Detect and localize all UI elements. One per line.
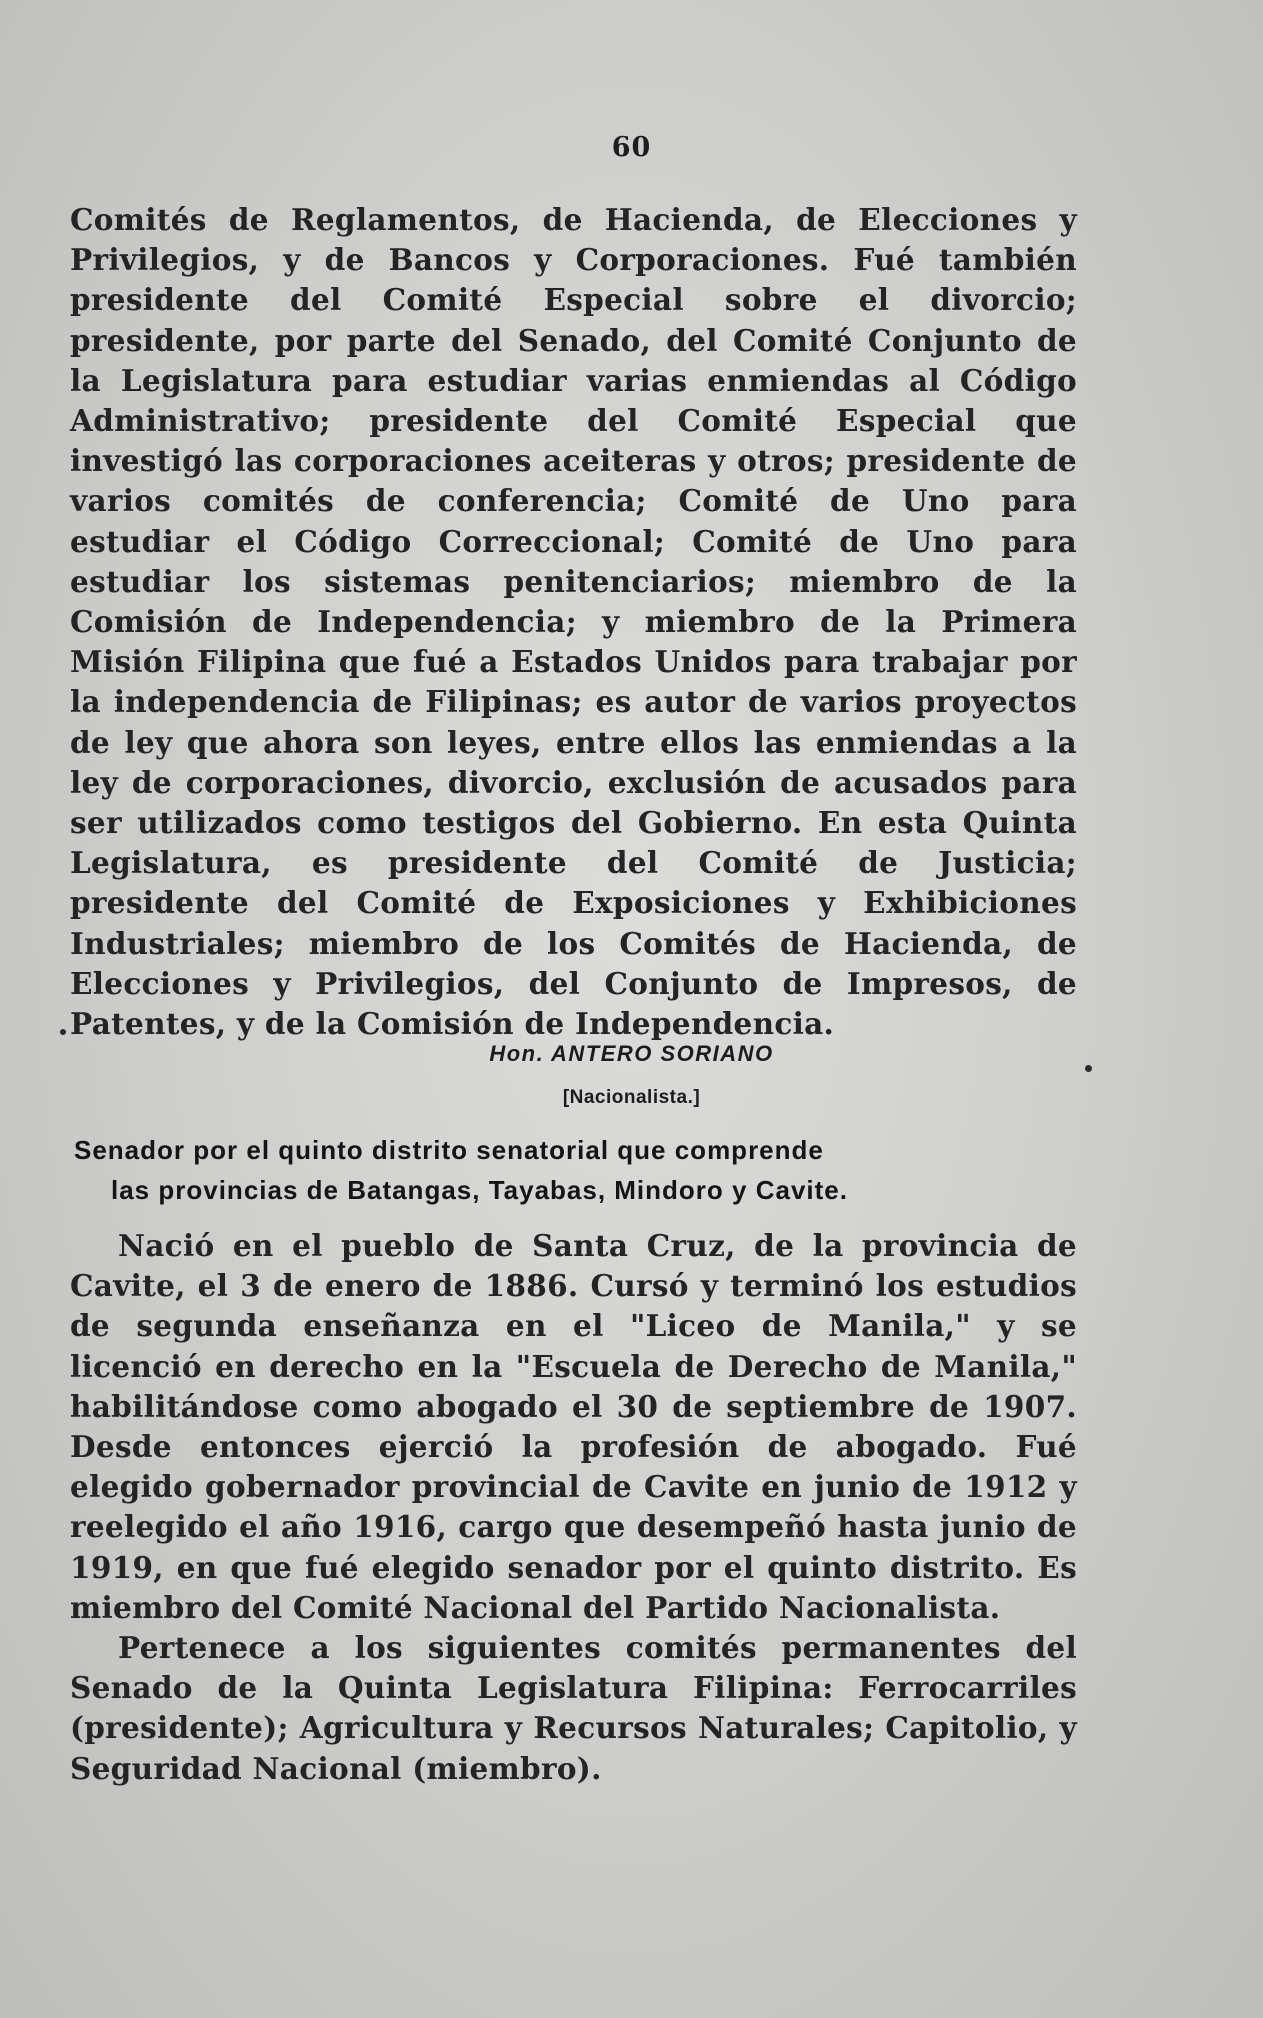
senator-name-heading: Hon. ANTERO SORIANO bbox=[489, 1041, 774, 1066]
print-speck bbox=[60, 1029, 66, 1035]
biography-paragraph-2: Pertenece a los siguientes comités permanentes del Senado de la Quinta Legislatura Filipina: Ferrocarriles (presidente); Agricultura y Recursos Naturales; Capitolio, y Seguridad Nacional (miembro). bbox=[70, 1630, 1077, 1786]
district-line-2: las provincias de Batangas, Tayabas, Mindoro y Cavite. bbox=[111, 1175, 848, 1205]
district-line-1: Senador por el quinto distrito senatorial que comprende bbox=[74, 1135, 824, 1165]
senator-district-description bbox=[74, 1130, 1074, 1210]
senator-biography bbox=[70, 1226, 1077, 1789]
biography-paragraph-1: Nació en el pueblo de Santa Cruz, de la provincia de Cavite, el 3 de enero de 1886. Cursó y terminó los estudios de segunda enseñanza en el "Liceo de Manila," y se licenció en derecho en la "Escuela de Derecho de Manila," habilitándose como abogado el 30 de septiembre de 1907. Desde entonces ejerció la profesión de abogado. Fué elegido gobernador provincial de Cavite en junio de 1912 y reelegido el año 1916, cargo que desempeñó hasta junio de 1919, en que fué elegido senador por el quinto distrito. Es miembro del Comité Nacional del Partido Nacionalista. bbox=[70, 1228, 1077, 1625]
page-number: 60 bbox=[611, 132, 652, 163]
continuation-paragraph: Comités de Reglamentos, de Hacienda, de Elecciones y Privilegios, y de Bancos y Corporaciones. Fué también presidente del Comité Especial sobre el divorcio; presidente, por parte del Senado, del Comité Conjunto de la Legislatura para estudiar varias enmiendas al Código Administrativo; presidente del Comité Especial que investigó las corporaciones aceiteras y otros; presidente de varios comités de conferencia; Comité de Uno para estudiar el Código Correccional; Comité de Uno para estudiar los sistemas penitenciarios; miembro de la Comisión de Independencia; y miembro de la Primera Misión Filipina que fué a Estados Unidos para trabajar por la independencia de Filipinas; es autor de varios proyectos de ley que ahora son leyes, entre ellos las enmiendas a la ley de corporaciones, divorcio, exclusión de acusados para ser utilizados como testigos del Gobierno. En esta Quinta Legislatura, es presidente del Comité de Justicia; presidente del Comité de Exposiciones y Exhibiciones Industriales; miembro de los Comités de Hacienda, de Elecciones y Privilegios, del Conjunto de Impresos, de Patentes, y de la Comisión de Independencia. bbox=[70, 202, 1077, 1042]
senator-party: [Nacionalista.] bbox=[562, 1087, 701, 1108]
previous-biography-continuation bbox=[70, 200, 1077, 1044]
